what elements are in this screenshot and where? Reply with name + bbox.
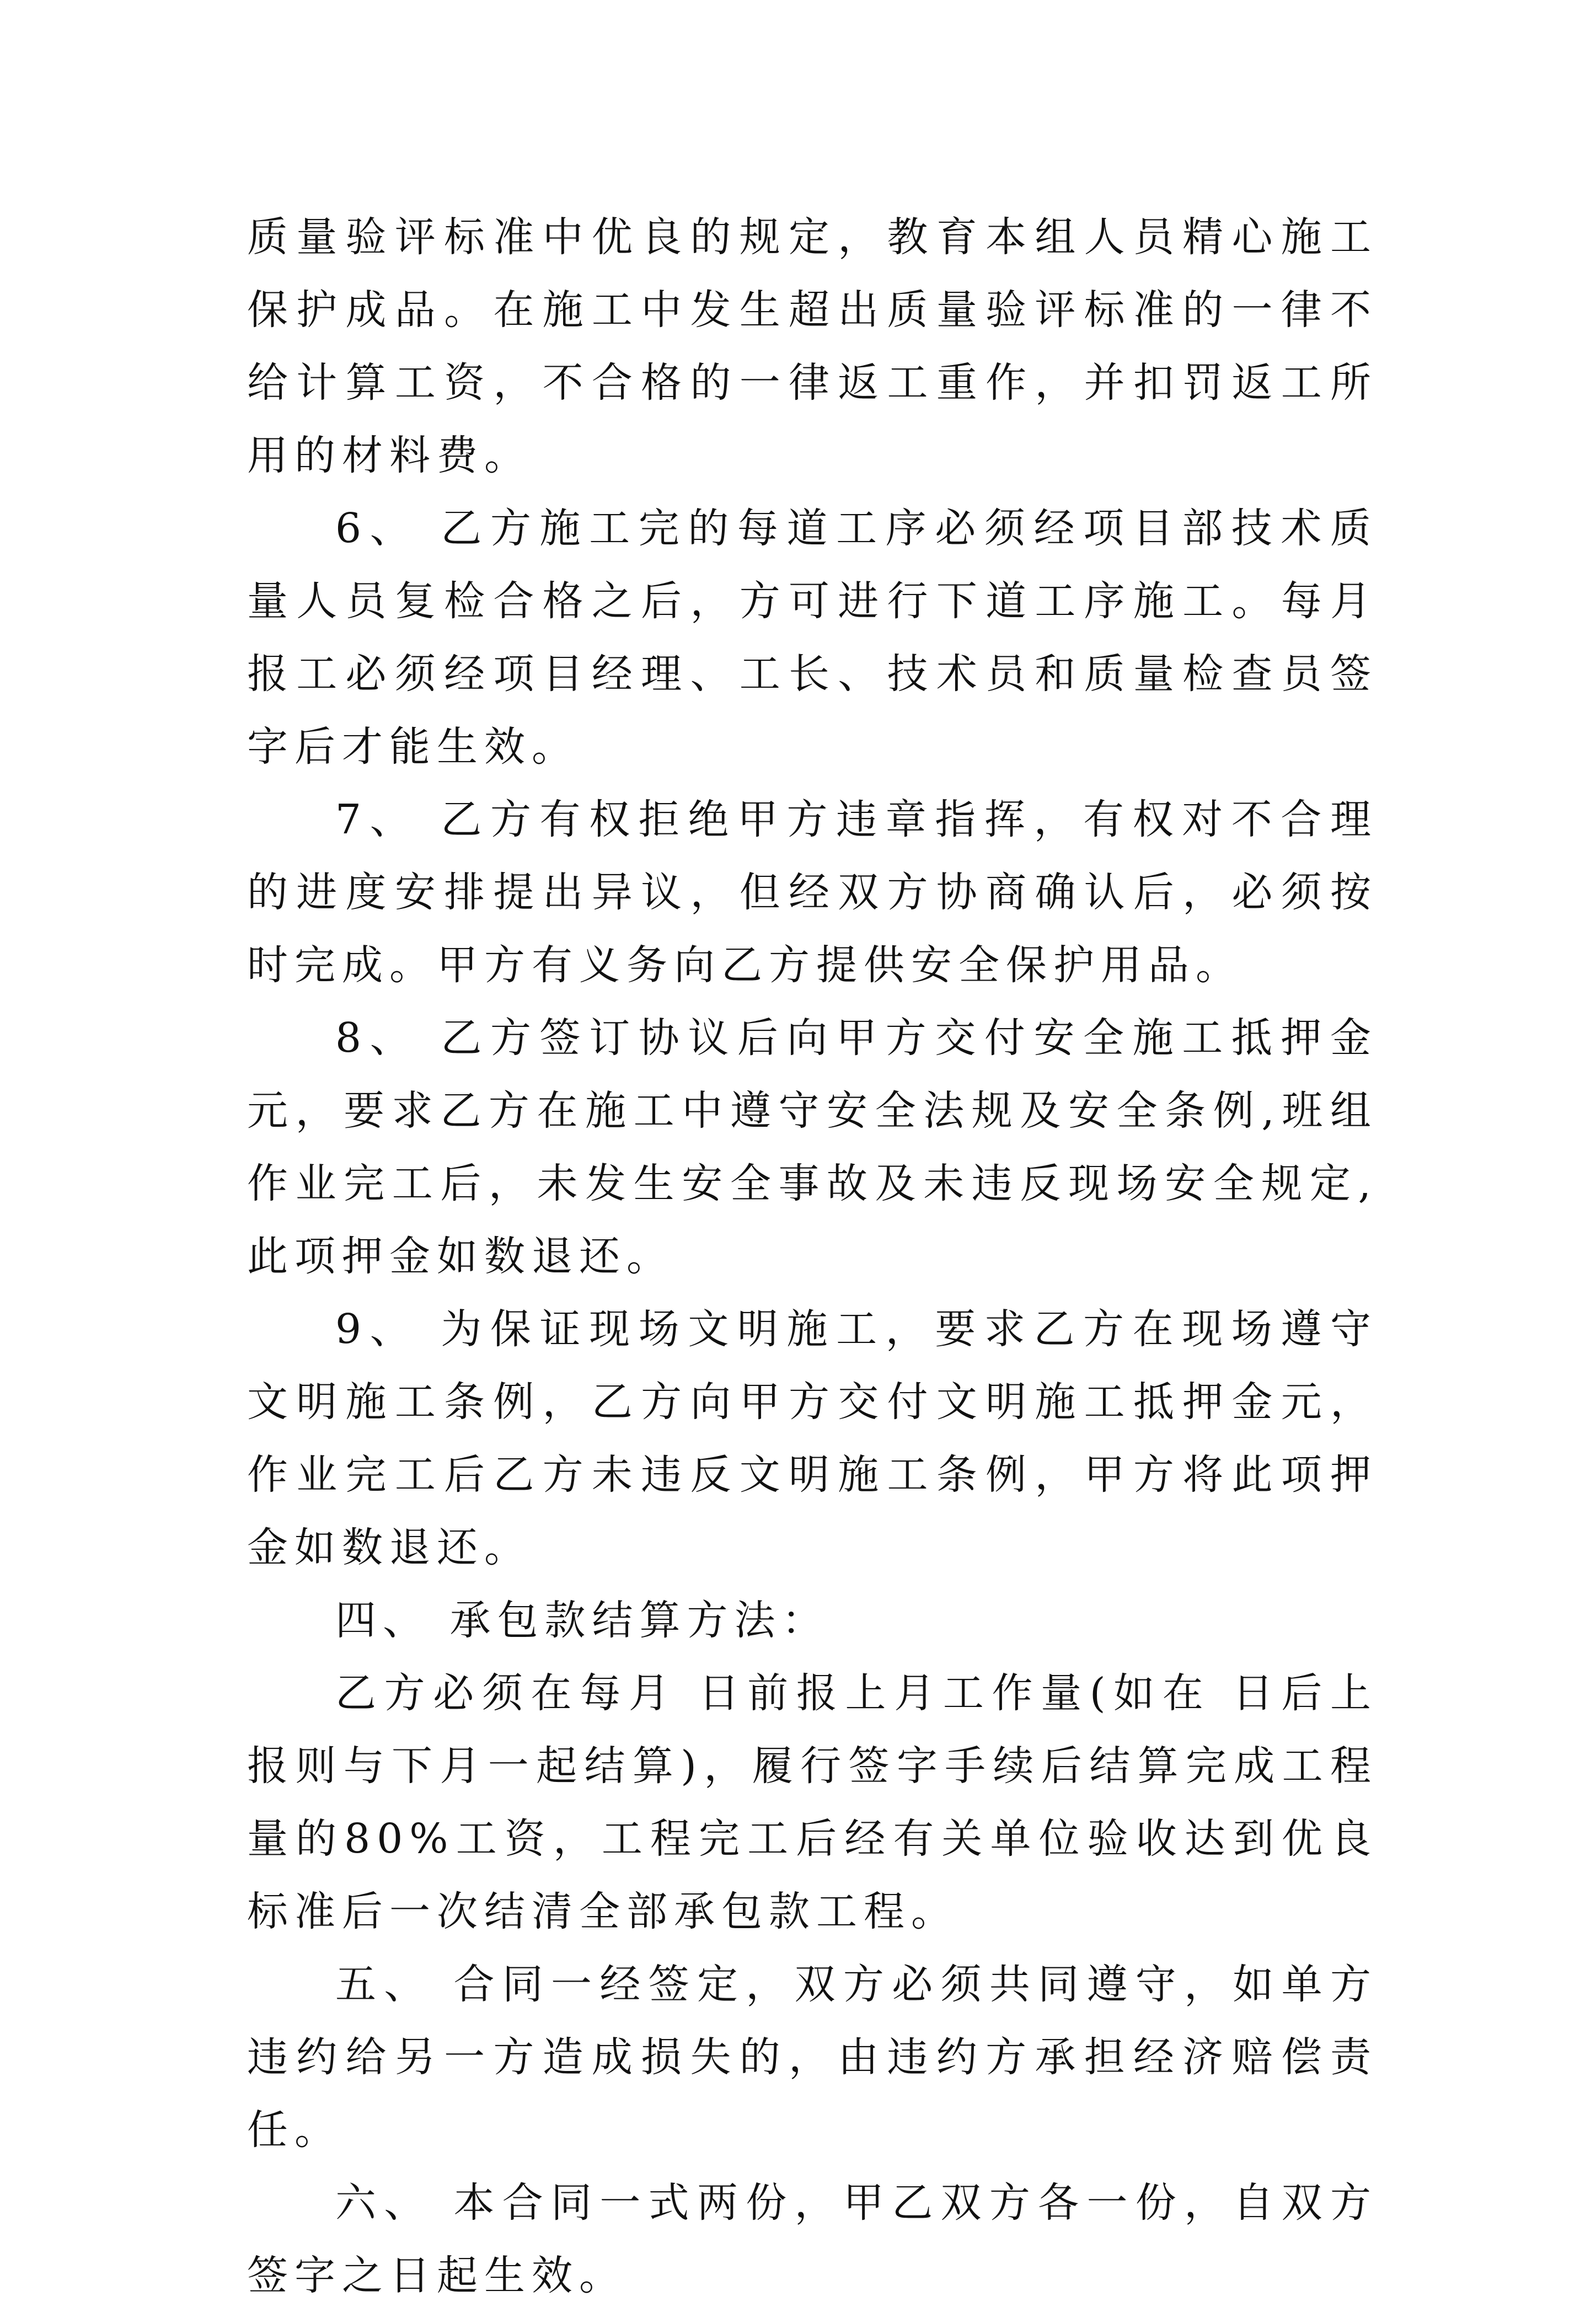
document-body <box>247 201 1378 2312</box>
paragraph-section-5: 五、 合同一经签定，双方必须共同遵守，如单方违约给另一方造成损失的，由违约方承担经济赔偿责任。 <box>247 1961 1378 2154</box>
paragraph-settlement-method: 乙方必须在每月 日前报上月工作量(如在 日后上报则与下月一起结算)，履行签字手续后结算完成工程量的80%工资，工程完工后经有关单位验收达到优良标准后一次结清全部承包款工程。 <box>247 1669 1378 1935</box>
paragraph-clause-7: 7、 乙方有权拒绝甲方违章指挥，有权对不合理的进度安排提出异议，但经双方协商确认后，必须按时完成。甲方有义务向乙方提供安全保护用品。 <box>247 796 1378 989</box>
section-heading-settlement: 四、 承包款结算方法： <box>335 1597 829 1644</box>
paragraph-quality-continuation: 质量验评标准中优良的规定，教育本组人员精心施工保护成品。在施工中发生超出质量验评标准的一律不给计算工资，不合格的一律返工重作，并扣罚返工所用的材料费。 <box>247 213 1378 479</box>
paragraph-section-6: 六、 本合同一式两份，甲乙双方各一份，自双方签字之日起生效。 <box>247 2179 1378 2299</box>
paragraph-clause-6: 6、 乙方施工完的每道工序必须经项目部技术质量人员复检合格之后，方可进行下道工序施工。每月报工必须经项目经理、工长、技术员和质量检查员签字后才能生效。 <box>247 505 1378 770</box>
paragraph-clause-8: 8、 乙方签订协议后向甲方交付安全施工抵押金元，要求乙方在施工中遵守安全法规及安全条例,班组作业完工后，未发生安全事故及未违反现场安全规定,此项押金如数退还。 <box>247 1014 1378 1280</box>
paragraph-clause-9: 9、 为保证现场文明施工，要求乙方在现场遵守文明施工条例，乙方向甲方交付文明施工抵押金元，作业完工后乙方未违反文明施工条例，甲方将此项押金如数退还。 <box>247 1305 1378 1571</box>
